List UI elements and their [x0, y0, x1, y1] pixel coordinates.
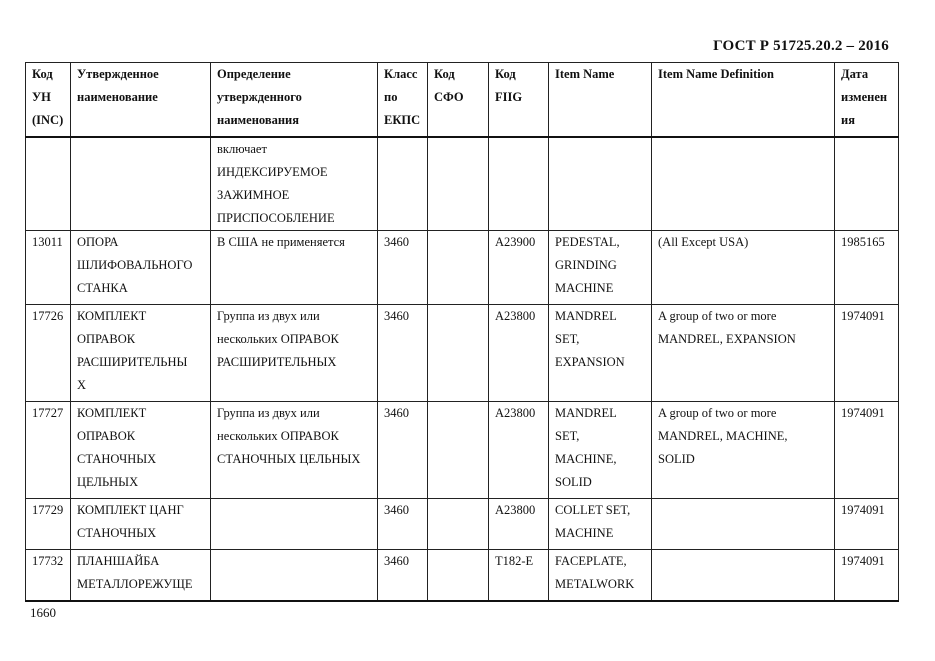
- cell-item-name: PEDESTAL, GRINDING MACHINE: [549, 231, 652, 305]
- cell-date-changed: 1974091: [835, 550, 899, 601]
- cell-item-name: MANDREL SET, EXPANSION: [549, 305, 652, 402]
- cell-definition: Группа из двух или нескольких ОПРАВОК РАСШИРИТЕЛЬНЫХ: [211, 305, 378, 402]
- cell-item-name-definition: A group of two or more MANDREL, EXPANSION: [652, 305, 835, 402]
- cell-approved-name: [71, 137, 211, 231]
- cell-item-name: FACEPLATE, METALWORK: [549, 550, 652, 601]
- page-number: 1660: [30, 605, 56, 620]
- cell-item-name: MANDREL SET, MACHINE, SOLID: [549, 402, 652, 499]
- table-row: [26, 305, 899, 402]
- cell-date-changed: 1974091: [835, 402, 899, 499]
- table-row: [26, 499, 899, 550]
- cell-date-changed: [835, 137, 899, 231]
- column-header-date-changed: Дата изменен ия: [835, 63, 899, 137]
- cell-approved-name: КОМПЛЕКТ ОПРАВОК СТАНОЧНЫХ ЦЕЛЬНЫХ: [71, 402, 211, 499]
- cell-item-name-definition: [652, 550, 835, 601]
- cell-definition: В США не применяется: [211, 231, 378, 305]
- cell-sfo: [428, 550, 489, 601]
- cell-class: [378, 137, 428, 231]
- cell-sfo: [428, 402, 489, 499]
- cell-fiig: A23900: [489, 231, 549, 305]
- cell-inc: 17732: [26, 550, 71, 601]
- cell-definition: включает ИНДЕКСИРУЕМОЕ ЗАЖИМНОЕ ПРИСПОСОБЛЕНИЕ: [211, 137, 378, 231]
- cell-approved-name: КОМПЛЕКТ ЦАНГ СТАНОЧНЫХ: [71, 499, 211, 550]
- cell-approved-name: ПЛАНШАЙБА МЕТАЛЛОРЕЖУЩЕ: [71, 550, 211, 601]
- classification-table: [25, 62, 899, 602]
- cell-item-name-definition: [652, 137, 835, 231]
- column-header-approved-name: Утвержденное наименование: [71, 63, 211, 137]
- column-header-item-name: Item Name: [549, 63, 652, 137]
- cell-fiig: A23800: [489, 402, 549, 499]
- column-header-inc: Код УН (INC): [26, 63, 71, 137]
- cell-item-name-definition: A group of two or more MANDREL, MACHINE, SOLID: [652, 402, 835, 499]
- cell-fiig: [489, 137, 549, 231]
- cell-class: 3460: [378, 550, 428, 601]
- column-header-definition: Определение утвержденного наименования: [211, 63, 378, 137]
- cell-sfo: [428, 137, 489, 231]
- cell-date-changed: 1974091: [835, 305, 899, 402]
- cell-approved-name: ОПОРА ШЛИФОВАЛЬНОГО СТАНКА: [71, 231, 211, 305]
- cell-date-changed: 1985165: [835, 231, 899, 305]
- cell-inc: [26, 137, 71, 231]
- cell-inc: 17727: [26, 402, 71, 499]
- table-header-row: [26, 63, 899, 137]
- cell-class: 3460: [378, 231, 428, 305]
- cell-definition: [211, 550, 378, 601]
- document-header: ГОСТ Р 51725.20.2 – 2016: [713, 38, 889, 54]
- cell-item-name-definition: [652, 499, 835, 550]
- cell-class: 3460: [378, 499, 428, 550]
- cell-inc: 17729: [26, 499, 71, 550]
- cell-definition: [211, 499, 378, 550]
- cell-class: 3460: [378, 305, 428, 402]
- cell-sfo: [428, 499, 489, 550]
- cell-class: 3460: [378, 402, 428, 499]
- table-row: [26, 402, 899, 499]
- column-header-sfo: Код СФО: [428, 63, 489, 137]
- column-header-class: Класс по ЕКПС: [378, 63, 428, 137]
- cell-inc: 17726: [26, 305, 71, 402]
- cell-fiig: A23800: [489, 499, 549, 550]
- column-header-item-name-definition: Item Name Definition: [652, 63, 835, 137]
- table-row: [26, 137, 899, 231]
- cell-date-changed: 1974091: [835, 499, 899, 550]
- cell-fiig: A23800: [489, 305, 549, 402]
- cell-fiig: T182-E: [489, 550, 549, 601]
- cell-sfo: [428, 231, 489, 305]
- cell-sfo: [428, 305, 489, 402]
- cell-item-name: COLLET SET, MACHINE: [549, 499, 652, 550]
- table-row: [26, 550, 899, 601]
- cell-item-name-definition: (All Except USA): [652, 231, 835, 305]
- column-header-fiig: Код FIIG: [489, 63, 549, 137]
- cell-inc: 13011: [26, 231, 71, 305]
- table-row: [26, 231, 899, 305]
- cell-definition: Группа из двух или нескольких ОПРАВОК СТАНОЧНЫХ ЦЕЛЬНЫХ: [211, 402, 378, 499]
- cell-approved-name: КОМПЛЕКТ ОПРАВОК РАСШИРИТЕЛЬНЫ Х: [71, 305, 211, 402]
- cell-item-name: [549, 137, 652, 231]
